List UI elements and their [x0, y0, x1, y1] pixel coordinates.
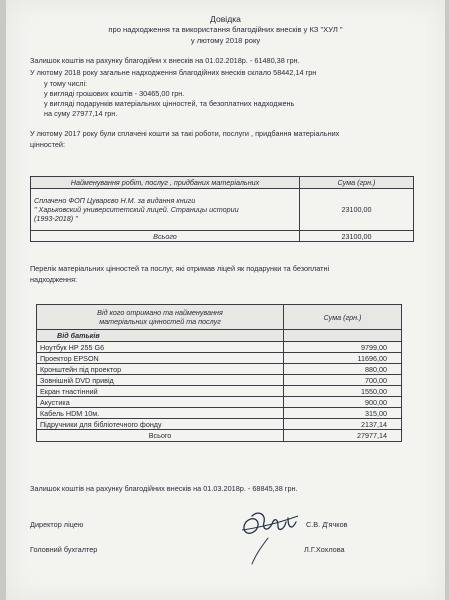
income-breakdown-label: у тому числі:: [44, 79, 88, 88]
table-row: [37, 342, 402, 353]
accountant-role: Головний бухгалтер: [30, 545, 98, 554]
gifts-col-name: Від кого отримано та найменування матеріальних цінностей та послуг: [37, 305, 284, 330]
gift-name: Проектор EPSON: [37, 353, 284, 364]
gifts-table: [36, 304, 402, 442]
gift-name: Кабель HDM 10м.: [37, 408, 284, 419]
gift-sum: 11696,00: [284, 353, 402, 364]
gifts-group-parents: Від батьків: [37, 330, 284, 342]
paid-item-sum: 23100,00: [300, 189, 414, 231]
gifts-total-label: Всього: [37, 430, 284, 442]
table-row: [37, 386, 402, 397]
gifts-col-sum: Сума (грн.): [284, 305, 402, 330]
gift-sum: 880,00: [284, 364, 402, 375]
balance-end: Залишок коштів на рахунку благодійних внесків на 01.03.2018р. - 68845,38 грн.: [30, 484, 298, 493]
director-role: Директор ліцею: [30, 520, 84, 529]
document-page: [6, 0, 445, 600]
gift-name: Зовнішній DVD привід: [37, 375, 284, 386]
doc-period: у лютому 2018 року: [190, 36, 261, 45]
income-total: У лютому 2018 року загальне надходження благодійних внесків склало 58442,14 грн: [30, 68, 317, 77]
income-gifts: у вигляді подарунків матеріальних цінностей, та безоплатних надходжень: [44, 99, 295, 108]
table-row: [37, 364, 402, 375]
balance-start: Залишок коштів на рахунку благодійни х внесків на 01.02.2018р. - 61480,38 грн.: [30, 56, 300, 65]
paid-item-name: Сплачено ФОП Цуварєво Н.М. за видання книги " Харьковский университетский лицей. Страницы истории (1993-2018) ": [31, 189, 300, 231]
table-row: [37, 397, 402, 408]
gifts-total-value: 27977,14: [284, 430, 402, 442]
director-signature: [232, 500, 312, 570]
income-gifts-sum: на суму 27977,14 грн.: [44, 109, 118, 118]
gift-name: Підручники для бібліотечного фонду: [37, 419, 284, 430]
paid-total-label: Всього: [31, 231, 300, 242]
table-row: [31, 231, 414, 242]
gift-sum: 700,00: [284, 375, 402, 386]
accountant-name: Л.Г.Хохлова: [304, 545, 345, 554]
gift-sum: 1550,00: [284, 386, 402, 397]
table-row: [31, 189, 414, 231]
paid-col-sum: Сума (грн.): [300, 177, 414, 189]
gift-name: Ноутбук HP 255 G6: [37, 342, 284, 353]
income-cash: у вигляді грошових коштів - 30465,00 грн.: [44, 89, 185, 98]
table-row: [37, 353, 402, 364]
paid-intro-cont: цінностей:: [30, 140, 65, 149]
paid-table: [30, 176, 414, 242]
paid-col-name: Найменування робіт, послуг , придбаних матеріальних: [31, 177, 300, 189]
paid-intro: У лютому 2017 року були сплачені кошти за такі роботи, послуги , придбання матеріальних: [30, 129, 340, 138]
gift-sum: 315,00: [284, 408, 402, 419]
gift-sum: 2137,14: [284, 419, 402, 430]
gift-sum: 900,00: [284, 397, 402, 408]
gift-name: Кронштейн під проектор: [37, 364, 284, 375]
gift-name: Акустика: [37, 397, 284, 408]
doc-subtitle: про надходження та використання благодійних внесків у КЗ "ХУЛ ": [108, 25, 343, 34]
table-row: [37, 419, 402, 430]
gift-sum: 9799,00: [284, 342, 402, 353]
gift-name: Екран тнастінний: [37, 386, 284, 397]
table-row: [37, 408, 402, 419]
paid-total-value: 23100,00: [300, 231, 414, 242]
director-name: С.В. Д'ячков: [306, 520, 348, 529]
table-row: [37, 430, 402, 442]
gifts-intro: Перелік матеріальних цінностей та послуг, які отримав ліцей як подарунки та безоплатні: [30, 264, 330, 273]
gifts-intro-cont: надходження:: [30, 275, 78, 284]
table-row: [37, 375, 402, 386]
doc-title: Довідка: [210, 14, 241, 24]
